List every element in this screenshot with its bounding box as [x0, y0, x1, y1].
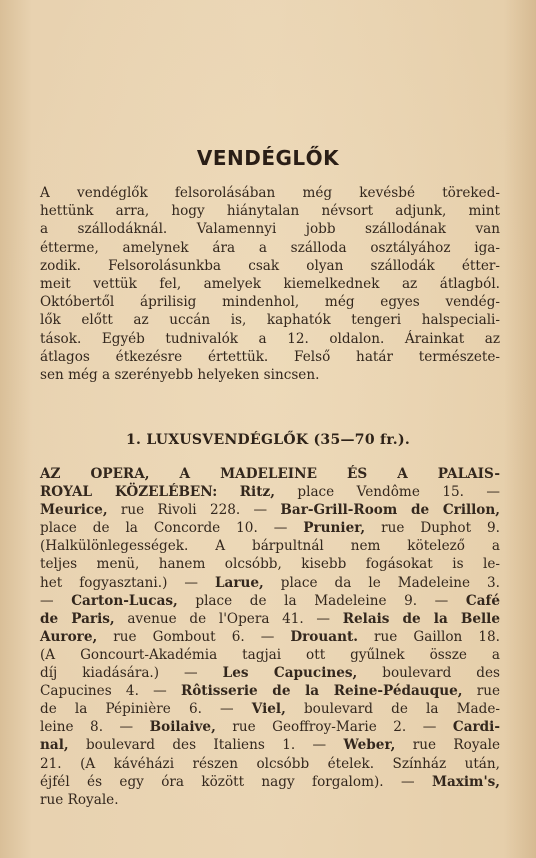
restaurant-name: Maxim's,: [431, 773, 500, 790]
intro-line: lők előtt az uccán is, kaphatók tengeri halspeciali-: [40, 312, 500, 329]
intro-line: a szállodáknál. Valamennyi jobb szállodának van: [40, 221, 500, 238]
listing-line: [40, 700, 500, 718]
intro-line: étterme, amelynek ára a szálloda osztályához iga-: [40, 239, 500, 256]
restaurant-name: Viel,: [251, 701, 286, 718]
restaurant-name: Ritz,: [239, 484, 275, 501]
restaurant-name: Bar-Grill-Room de Crillon,: [280, 502, 500, 519]
listing-line: [40, 574, 500, 592]
listing-line: [40, 610, 500, 628]
intro-line: sen még a szerényebb helyeken sincsen.: [40, 367, 320, 384]
listing-text: rue: [462, 683, 500, 700]
intro-line: tások. Egyéb tudnivalók a 12. oldalon. Árainkat az: [40, 330, 500, 347]
restaurant-name: Larue,: [214, 574, 264, 591]
intro-line: A vendéglők felsorolásában még kevésbé töreked-: [40, 185, 500, 201]
intro-line: zodik. Felsorolásunkba csak olyan szállodák étter-: [40, 257, 500, 274]
listing-text: boulevard de la Made-: [285, 701, 500, 718]
listing-text: 21. (A kávéházi részen olcsóbb ételek. Színház után,: [40, 755, 500, 772]
restaurant-name: Aurore,: [40, 628, 98, 645]
restaurant-name: Les Capucines,: [222, 665, 358, 682]
restaurant-name: de Paris,: [40, 610, 115, 627]
listing-text: boulevard des Italiens 1. —: [68, 737, 344, 754]
listing-text: rue Royale.: [40, 791, 119, 808]
listing-text: (A Goncourt-Akadémia tagjai ott gyűlnek össze a: [40, 646, 500, 663]
restaurant-listing: [40, 465, 500, 809]
listing-line: [40, 664, 500, 682]
listing-line: [40, 483, 500, 501]
listing-text: Capucines 4. —: [40, 683, 181, 700]
listing-text: rue Royale: [395, 737, 500, 754]
listing-line: [40, 592, 500, 610]
page-title: VENDÉGLŐK: [196, 146, 340, 170]
listing-text: de la Pépinière 6. —: [40, 701, 252, 718]
listing-text: place de la Madeleine 9. —: [177, 592, 466, 609]
restaurant-name: Carton-Lucas,: [71, 592, 178, 609]
listing-line: [40, 773, 500, 791]
listing-line: [40, 519, 500, 537]
listing-text: rue Duphot 9.: [365, 520, 500, 537]
listing-line: [40, 628, 500, 646]
restaurant-name: Cardi-: [452, 719, 500, 736]
listing-text: rue Geoffroy-Marie 2. —: [215, 719, 453, 736]
listing-line: [40, 537, 500, 555]
restaurant-name: Café: [465, 592, 500, 609]
restaurant-name: Prunier,: [303, 520, 366, 537]
restaurant-name: Relais de la Belle: [342, 610, 500, 627]
listing-text: place Vendôme 15. —: [274, 484, 500, 501]
listing-text: place da le Madeleine 3.: [263, 574, 501, 591]
restaurant-name: Weber,: [343, 737, 396, 754]
restaurant-name: nal,: [40, 737, 69, 754]
listing-text: éjfél és egy óra között nagy forgalom). —: [40, 773, 432, 790]
listing-line: [40, 465, 500, 483]
intro-line: meit vettük fel, amelyek kiemelkednek az átlagból.: [40, 276, 500, 293]
listing-line: [40, 736, 500, 754]
restaurant-name: Drouant.: [290, 628, 358, 645]
listing-line: [40, 682, 500, 700]
restaurant-name: Rôtisserie de la Reine-Pédauque,: [180, 683, 463, 700]
intro-line: átlagos étkezésre értettük. Felső határ természete-: [40, 348, 500, 365]
listing-line: [40, 501, 500, 519]
restaurant-name: Meurice,: [40, 502, 108, 519]
listing-text: [217, 484, 239, 500]
listing-text: (Halkülönlegességek. A bárpultnál nem kötelező a: [40, 538, 500, 555]
restaurant-name: AZ OPERA, A MADELEINE ÉS A PALAIS-: [40, 466, 500, 482]
listing-text: —: [40, 592, 72, 609]
section-heading: 1. LUXUSVENDÉGLŐK (35—70 fr.).: [125, 432, 411, 448]
restaurant-name: ROYAL KÖZELÉBEN:: [40, 484, 218, 501]
listing-line: [40, 718, 500, 736]
listing-text: rue Gombout 6. —: [97, 628, 291, 645]
listing-text: place de la Concorde 10. —: [40, 520, 304, 537]
listing-line: [40, 555, 500, 573]
listing-text: avenue de l'Opera 41. —: [114, 610, 343, 627]
listing-text: díj kiadására.) —: [40, 665, 223, 682]
listing-line: [40, 646, 500, 664]
listing-text: het fogyasztani.) —: [40, 574, 215, 591]
intro-line: Októbertől áprilisig mindenhol, még egyes vendég-: [40, 294, 500, 311]
intro-paragraph: [40, 184, 500, 384]
intro-line: hettünk arra, hogy hiánytalan névsort adjunk, mint: [40, 203, 500, 220]
listing-text: boulevard des: [357, 665, 501, 682]
listing-line: [40, 755, 500, 773]
listing-text: leine 8. —: [40, 719, 150, 736]
listing-text: rue Rivoli 228. —: [107, 502, 281, 519]
listing-text: teljes menü, hanem olcsóbb, kisebb fogásokat is le-: [40, 556, 500, 573]
restaurant-name: Boilaive,: [149, 719, 216, 736]
listing-line: [40, 791, 500, 809]
listing-text: rue Gaillon 18.: [357, 628, 500, 645]
